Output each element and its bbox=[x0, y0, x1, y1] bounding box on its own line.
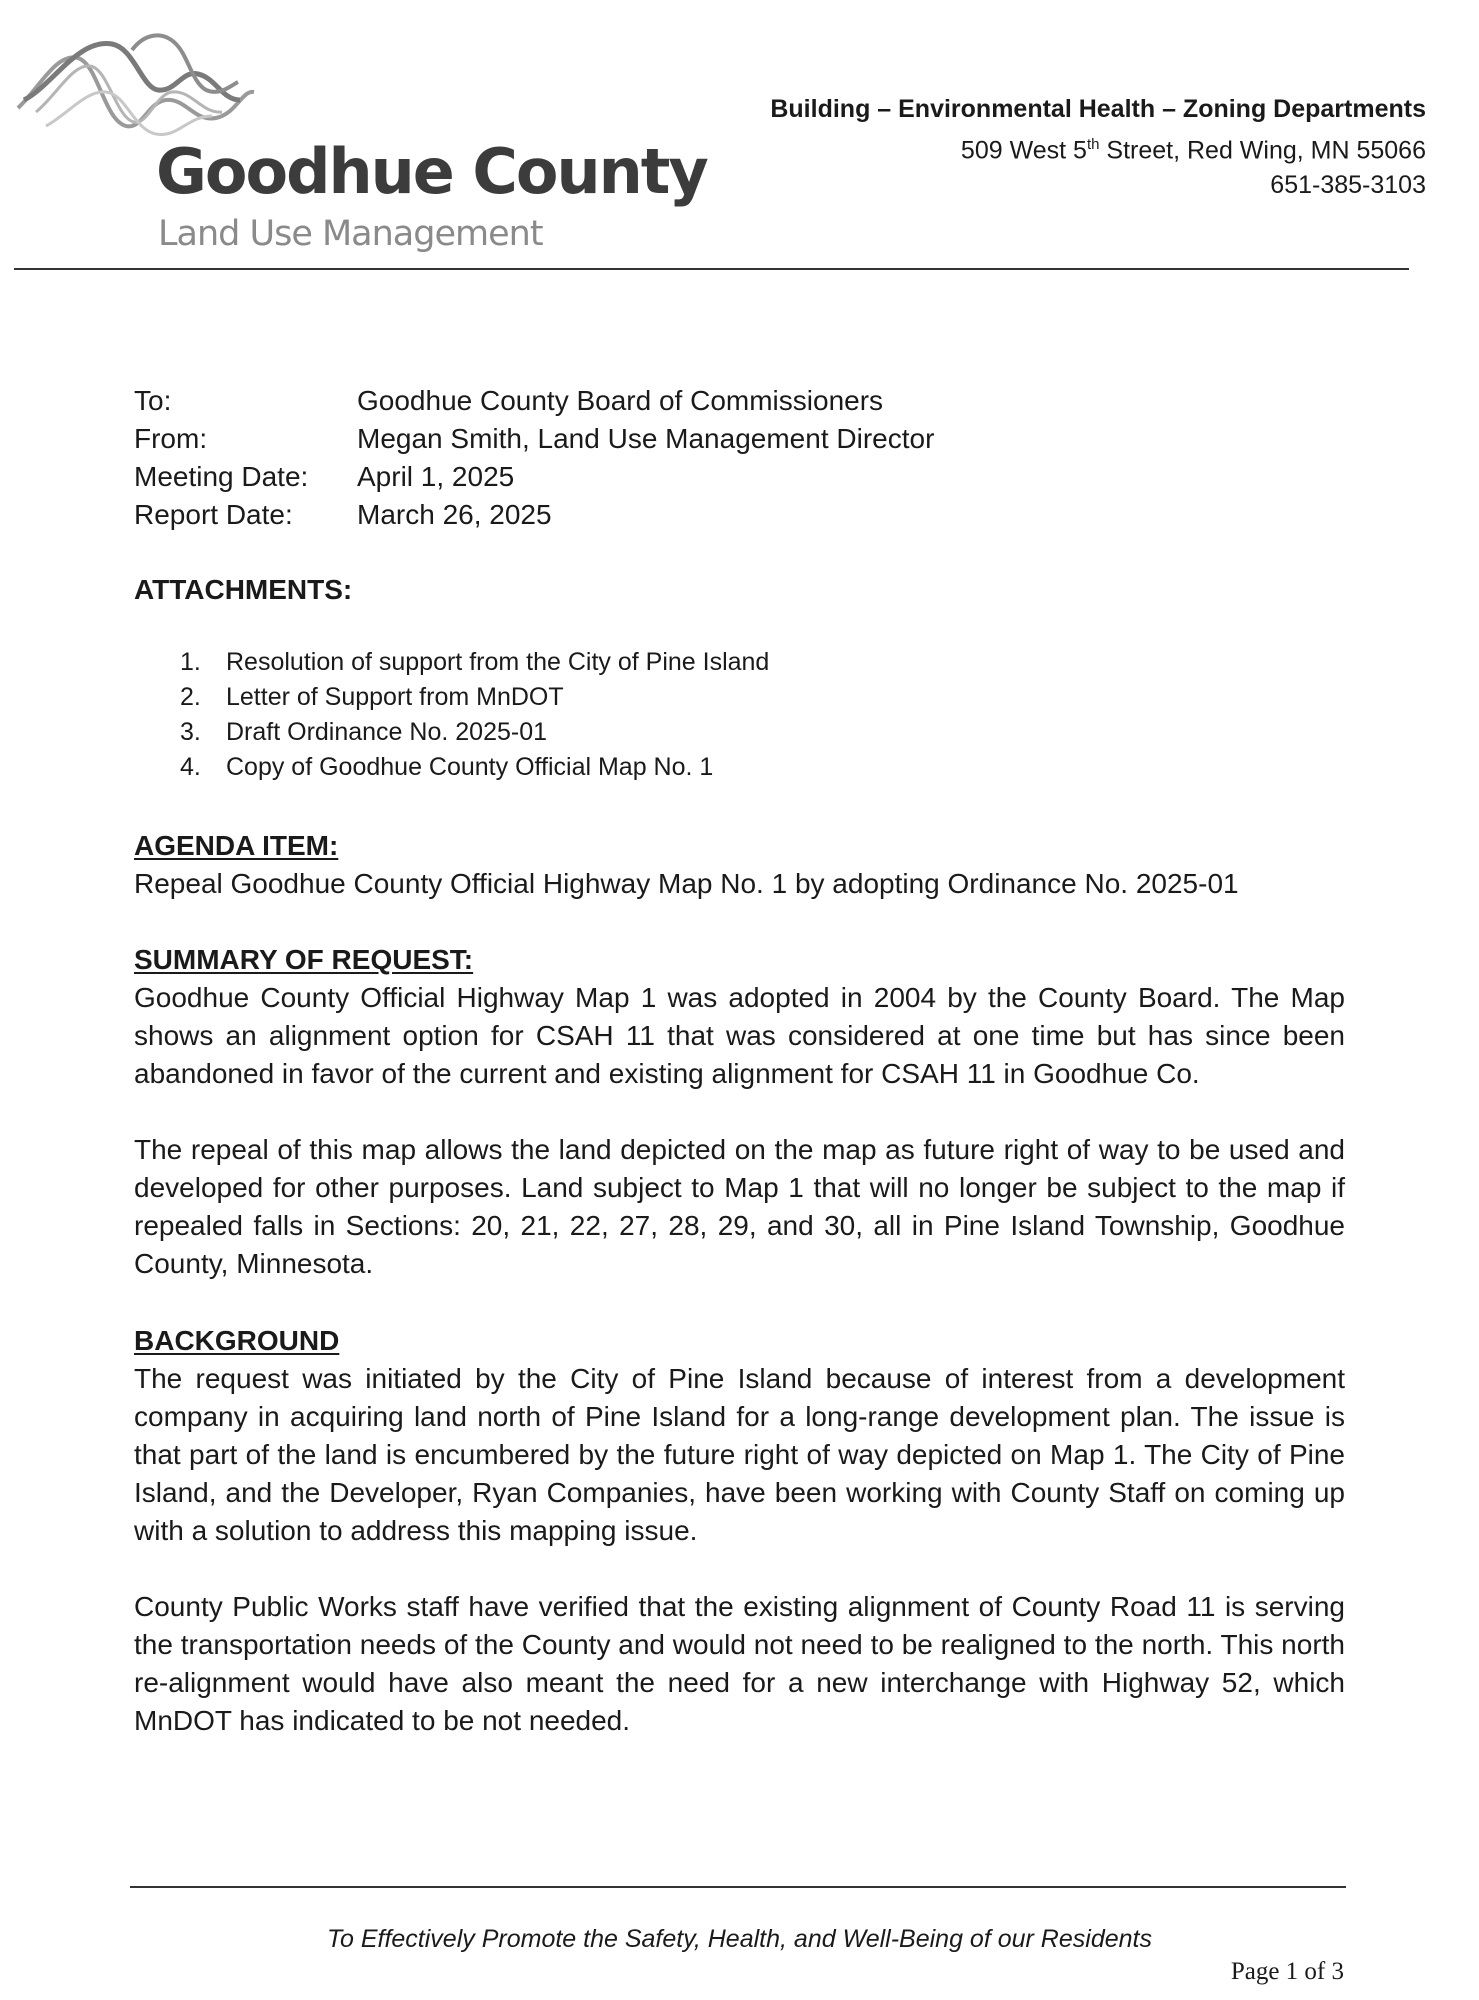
memo-header bbox=[134, 382, 934, 534]
address-part-1: 509 West 5 bbox=[960, 136, 1087, 165]
summary-section bbox=[134, 941, 1345, 1283]
summary-paragraph-2: The repeal of this map allows the land depicted on the map as future right of way to be used and developed for other purposes. Land subject to Map 1 that will no longer be subject to the map if repealed falls in Sections: 20, 21, 22, 27, 28, 29, and 30, all in Pine Island Township, Goodhue County, Minnesota. bbox=[134, 1134, 1345, 1279]
memo-report-date-row bbox=[134, 496, 934, 534]
footer-divider bbox=[130, 1886, 1346, 1888]
memo-meeting-date-value: April 1, 2025 bbox=[357, 461, 515, 492]
address-line bbox=[770, 127, 1426, 168]
address-superscript: th bbox=[1086, 136, 1100, 153]
county-logo bbox=[16, 30, 707, 254]
header-divider bbox=[14, 268, 1409, 270]
list-item-number: 1. bbox=[180, 648, 201, 676]
list-item bbox=[180, 715, 769, 750]
list-item bbox=[180, 750, 769, 785]
logo-subtitle: Land Use Management bbox=[158, 214, 543, 254]
list-item-number: 2. bbox=[180, 683, 201, 711]
agenda-item-heading: AGENDA ITEM: bbox=[134, 830, 339, 861]
list-item bbox=[180, 680, 769, 715]
agenda-item-section bbox=[134, 827, 1345, 903]
memo-from-value: Megan Smith, Land Use Management Director bbox=[357, 423, 935, 454]
background-paragraph-2: County Public Works staff have verified that the existing alignment of County Road 11 is serving the transportation needs of the County and would not need to be realigned to the north. This north re-alignment would have also meant the need for a new interchange with Highway 52, which MnDOT has indicated to be not needed. bbox=[134, 1591, 1345, 1736]
page-number: Page 1 of 3 bbox=[1230, 1958, 1344, 1985]
memo-from-label: From: bbox=[134, 423, 208, 454]
summary-heading: SUMMARY OF REQUEST: bbox=[134, 944, 474, 975]
memo-report-date-label: Report Date: bbox=[134, 499, 293, 530]
memo-meeting-date-row bbox=[134, 458, 934, 496]
attachments-list bbox=[180, 645, 769, 785]
background-heading: BACKGROUND bbox=[134, 1325, 340, 1356]
memo-to-row bbox=[134, 382, 934, 420]
list-item bbox=[180, 645, 769, 680]
list-item-text: Letter of Support from MnDOT bbox=[226, 683, 564, 711]
phone-line: 651-385-3103 bbox=[1270, 171, 1426, 200]
agenda-item-text: Repeal Goodhue County Official Highway Map No. 1 by adopting Ordinance No. 2025-01 bbox=[134, 868, 1239, 899]
summary-paragraph-1: Goodhue County Official Highway Map 1 was adopted in 2004 by the County Board. The Map shows an alignment option for CSAH 11 that was considered at one time but has since been abandoned in favor of the current and existing alignment for CSAH 11 in Goodhue Co. bbox=[134, 982, 1345, 1089]
footer-tagline: To Effectively Promote the Safety, Health, and Well-Being of our Residents bbox=[327, 1925, 1152, 1953]
list-item-number: 4. bbox=[180, 753, 201, 781]
background-section bbox=[134, 1322, 1345, 1740]
list-item-text: Copy of Goodhue County Official Map No. 1 bbox=[226, 753, 714, 781]
departments-line: Building – Environmental Health – Zoning Departments bbox=[770, 95, 1426, 123]
logo-title: Goodhue County bbox=[156, 135, 707, 208]
wave-mountain-logo-icon bbox=[16, 30, 276, 150]
memo-to-label: To: bbox=[134, 385, 172, 416]
list-item-text: Resolution of support from the City of Pine Island bbox=[226, 648, 770, 676]
attachments-heading: ATTACHMENTS: bbox=[134, 574, 353, 605]
list-item-number: 3. bbox=[180, 718, 201, 746]
background-paragraph-1: The request was initiated by the City of Pine Island because of interest from a development company in acquiring land north of Pine Island for a long-range development plan. The issue is that part of the land is encumbered by the future right of way depicted on Map 1. The City of Pine Island, and the Developer, Ryan Companies, have been working with County Staff on coming up with a solution to address this mapping issue. bbox=[134, 1363, 1345, 1546]
memo-from-row bbox=[134, 420, 934, 458]
address-part-2: Street, Red Wing, MN 55066 bbox=[1099, 136, 1426, 165]
list-item-text: Draft Ordinance No. 2025-01 bbox=[226, 718, 548, 746]
memo-report-date-value: March 26, 2025 bbox=[357, 499, 552, 530]
attachments-section bbox=[134, 571, 1345, 609]
memo-to-value: Goodhue County Board of Commissioners bbox=[357, 385, 884, 416]
department-contact-block bbox=[770, 92, 1426, 203]
memo-meeting-date-label: Meeting Date: bbox=[134, 461, 309, 492]
